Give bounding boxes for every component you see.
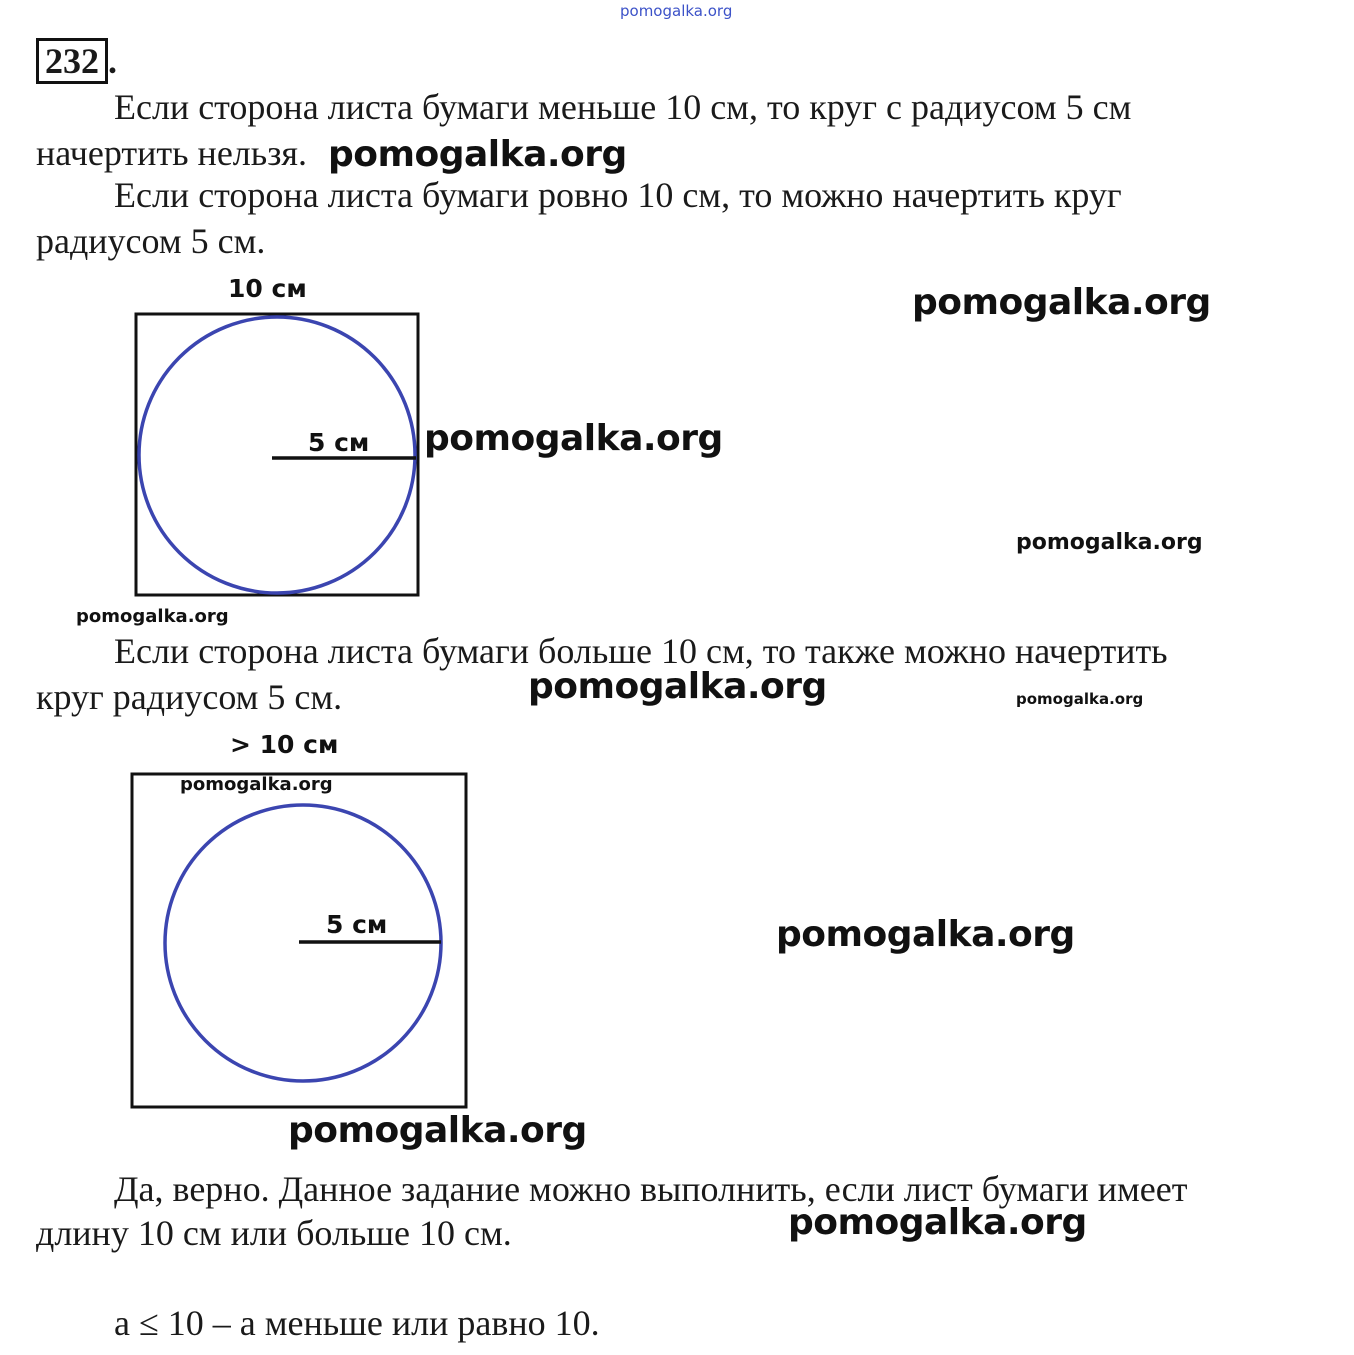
- paragraph-1-line-1: Если сторона листа бумаги меньше 10 см, то круг с радиусом 5 см: [114, 87, 1132, 127]
- figure-2-radius-label: 5 см: [326, 910, 388, 939]
- figure-1-radius-label: 5 см: [308, 428, 370, 457]
- paragraph-4-line-1: Да, верно. Данное задание можно выполнить, если лист бумаги имеет: [114, 1169, 1188, 1209]
- watermark: pomogalka.org: [776, 914, 1075, 955]
- paragraph-1-line-2: начертить нельзя.: [36, 133, 307, 173]
- watermark: pomogalka.org: [1016, 530, 1203, 555]
- watermark-top: pomogalka.org: [620, 2, 733, 20]
- watermark: pomogalka.org: [76, 606, 229, 627]
- figure-2-side-label: > 10 см: [230, 730, 339, 759]
- watermark: pomogalka.org: [288, 1110, 587, 1151]
- paragraph-2-line-2: радиусом 5 см.: [36, 221, 266, 261]
- problem-number-box: 232: [36, 38, 108, 84]
- problem-number: 232 .: [36, 38, 117, 84]
- watermark: pomogalka.org: [912, 282, 1211, 323]
- watermark: pomogalka.org: [424, 418, 723, 459]
- paragraph-3-line-1: Если сторона листа бумаги больше 10 см, то также можно начертить: [114, 631, 1168, 671]
- watermark: pomogalka.org: [328, 134, 627, 175]
- watermark: pomogalka.org: [1016, 690, 1144, 708]
- watermark: pomogalka.org: [788, 1202, 1087, 1243]
- paragraph-3-line-2: круг радиусом 5 см.: [36, 677, 343, 717]
- watermark: pomogalka.org: [528, 666, 827, 707]
- paragraph-2-line-1: Если сторона листа бумаги ровно 10 см, то можно начертить круг: [114, 175, 1122, 215]
- figure-1-side-label: 10 см: [228, 274, 307, 303]
- paragraph-4-line-2: длину 10 см или больше 10 см.: [36, 1213, 512, 1253]
- paragraph-5: a ≤ 10 – a меньше или равно 10.: [114, 1303, 600, 1343]
- watermark: pomogalka.org: [180, 774, 333, 795]
